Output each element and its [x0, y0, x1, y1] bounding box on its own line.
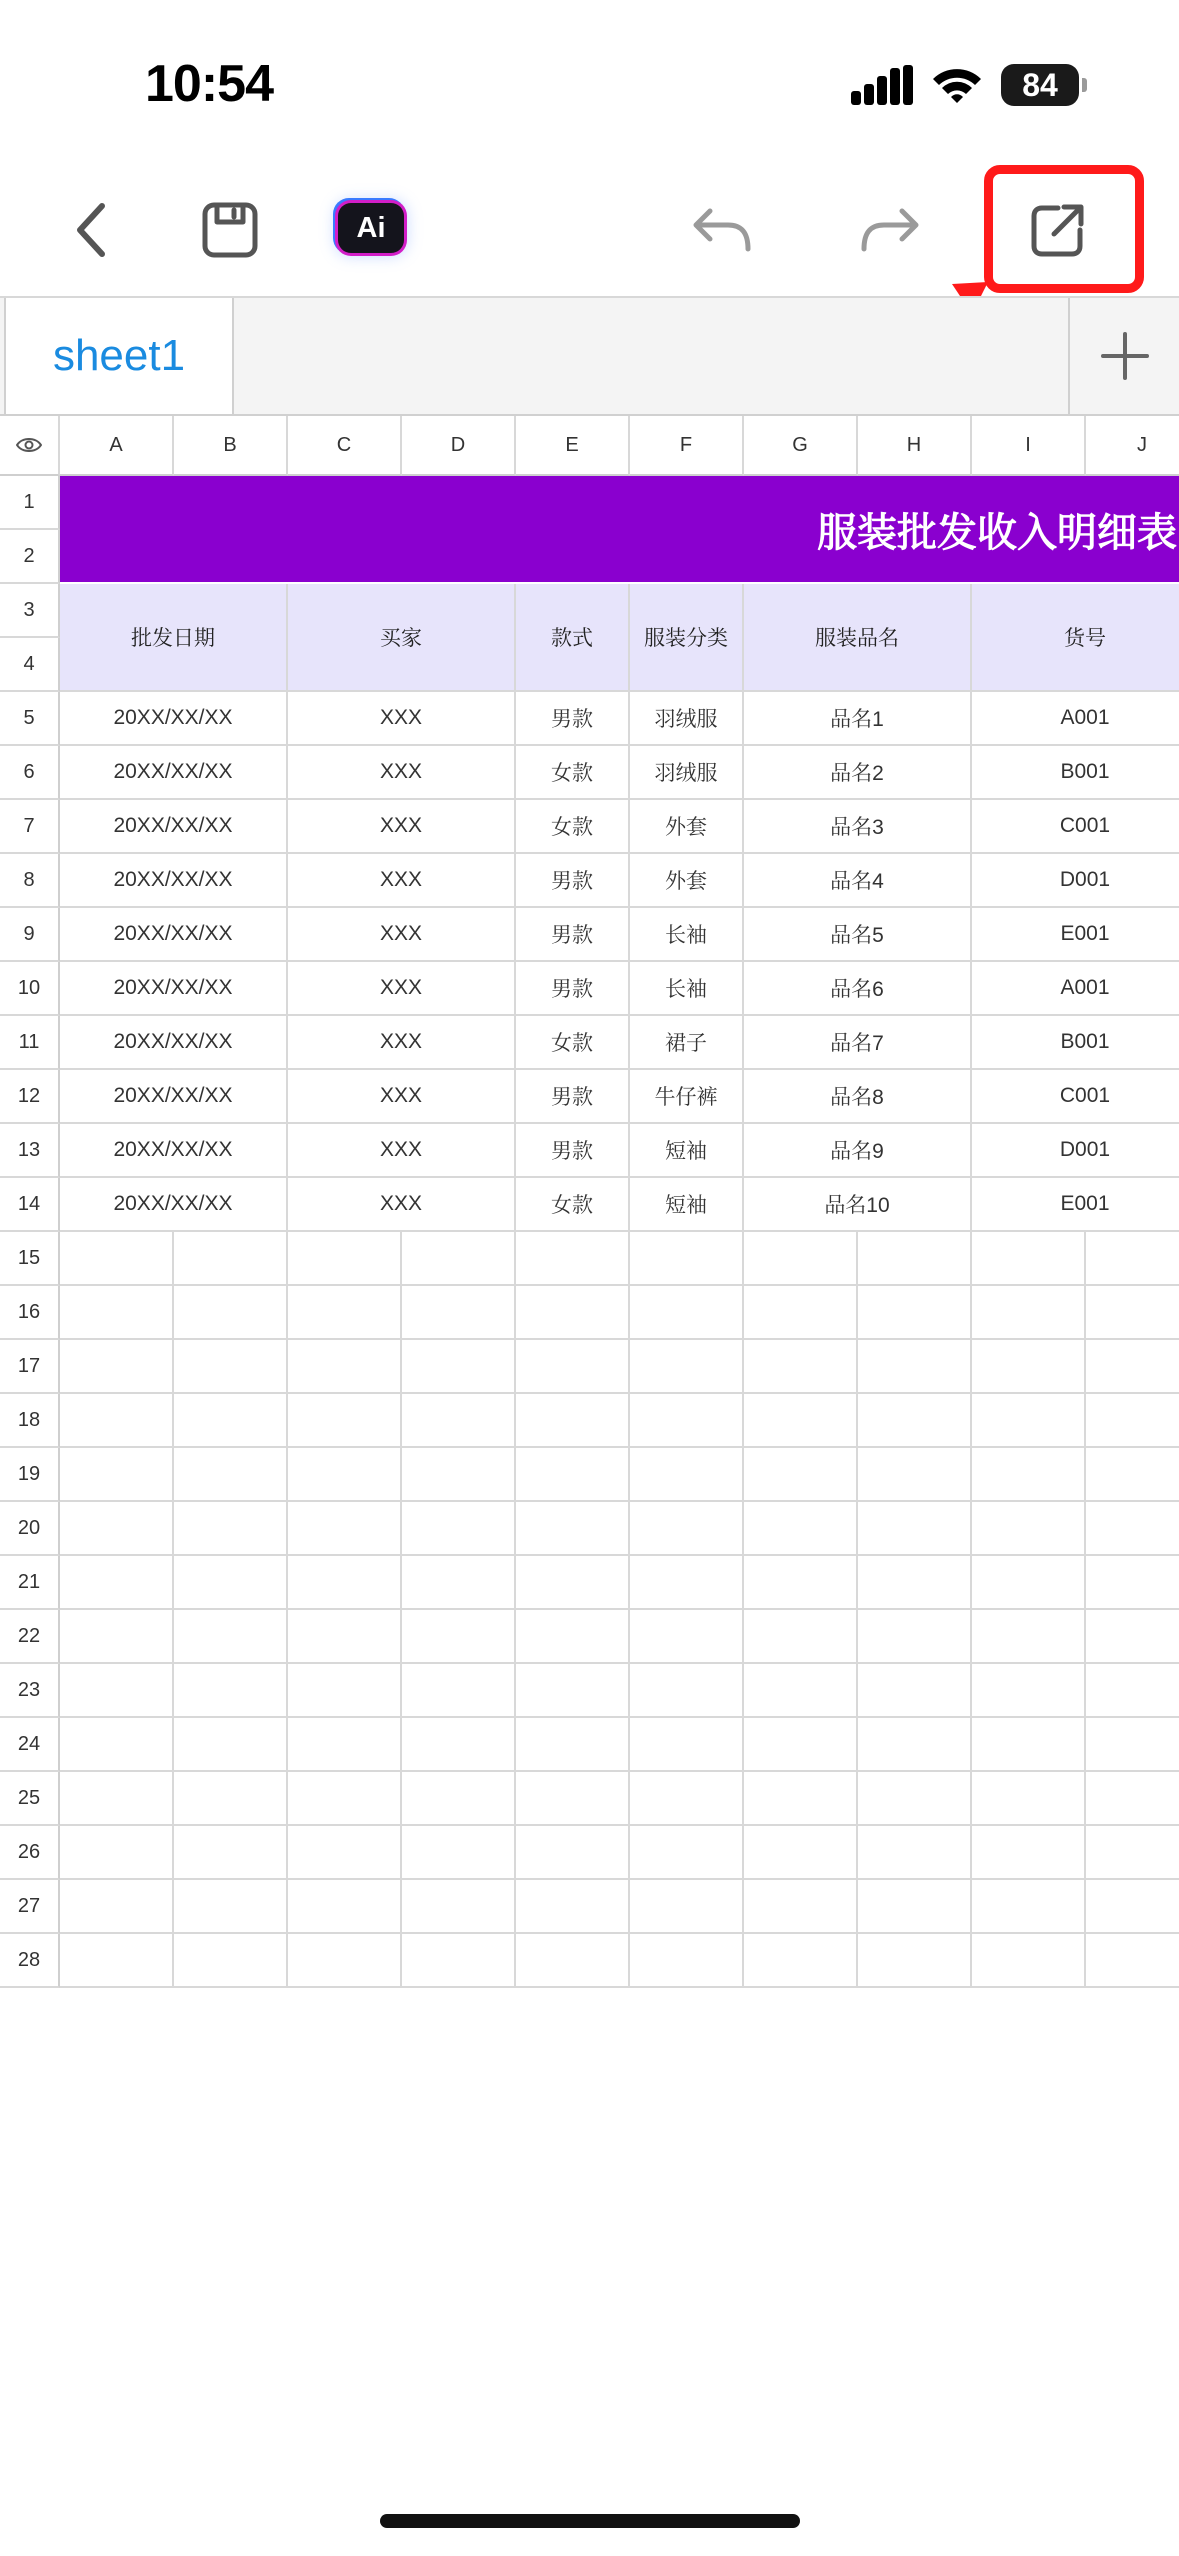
empty-cell[interactable]	[288, 1826, 402, 1880]
data-cell[interactable]: XXX	[288, 800, 516, 854]
empty-cell[interactable]	[972, 1556, 1086, 1610]
row-header-20[interactable]: 20	[0, 1502, 60, 1556]
back-button[interactable]	[52, 190, 132, 270]
row-header-25[interactable]: 25	[0, 1772, 60, 1826]
empty-cell[interactable]	[972, 1232, 1086, 1286]
row-header-18[interactable]: 18	[0, 1394, 60, 1448]
row-header-6[interactable]: 6	[0, 746, 60, 800]
empty-cell[interactable]	[858, 1448, 972, 1502]
empty-cell[interactable]	[1086, 1448, 1179, 1502]
empty-cell[interactable]	[744, 1610, 858, 1664]
row-header-9[interactable]: 9	[0, 908, 60, 962]
empty-cell[interactable]	[174, 1772, 288, 1826]
row-header-24[interactable]: 24	[0, 1718, 60, 1772]
home-indicator	[380, 2514, 800, 2528]
empty-cell[interactable]	[60, 1880, 174, 1934]
empty-cell[interactable]	[516, 1772, 630, 1826]
empty-cell[interactable]	[174, 1394, 288, 1448]
empty-cell[interactable]	[744, 1772, 858, 1826]
empty-cell[interactable]	[60, 1718, 174, 1772]
data-cell[interactable]: E001	[972, 1178, 1179, 1232]
empty-cell[interactable]	[402, 1502, 516, 1556]
empty-cell[interactable]	[858, 1286, 972, 1340]
empty-cell[interactable]	[630, 1232, 744, 1286]
data-cell[interactable]: 20XX/XX/XX	[60, 746, 288, 800]
empty-cell[interactable]	[630, 1394, 744, 1448]
empty-cell[interactable]	[972, 1880, 1086, 1934]
empty-cell[interactable]	[174, 1718, 288, 1772]
redo-icon	[858, 205, 922, 255]
empty-cell[interactable]	[174, 1340, 288, 1394]
data-cell[interactable]: C001	[972, 800, 1179, 854]
data-cell[interactable]: 羽绒服	[630, 692, 744, 746]
data-cell[interactable]: XXX	[288, 692, 516, 746]
empty-cell[interactable]	[402, 1718, 516, 1772]
undo-icon	[690, 205, 754, 255]
data-cell[interactable]: 长袖	[630, 962, 744, 1016]
data-cell[interactable]: 男款	[516, 908, 630, 962]
data-cell[interactable]: A001	[972, 962, 1179, 1016]
data-cell[interactable]: 品名8	[744, 1070, 972, 1124]
save-icon	[200, 200, 260, 260]
empty-cell[interactable]	[402, 1232, 516, 1286]
data-cell[interactable]: 男款	[516, 1070, 630, 1124]
row-header-22[interactable]: 22	[0, 1610, 60, 1664]
empty-cell[interactable]	[60, 1934, 174, 1988]
empty-cell[interactable]	[630, 1934, 744, 1988]
empty-cell[interactable]	[174, 1286, 288, 1340]
data-cell[interactable]: 男款	[516, 962, 630, 1016]
empty-cell[interactable]	[288, 1394, 402, 1448]
row-header-10[interactable]: 10	[0, 962, 60, 1016]
wifi-icon	[931, 65, 983, 105]
cellular-signal-icon	[851, 65, 913, 105]
empty-cell[interactable]	[402, 1610, 516, 1664]
empty-cell[interactable]	[60, 1448, 174, 1502]
empty-cell[interactable]	[516, 1394, 630, 1448]
empty-cell[interactable]	[744, 1934, 858, 1988]
empty-cell[interactable]	[744, 1556, 858, 1610]
empty-cell[interactable]	[516, 1232, 630, 1286]
data-cell[interactable]: B001	[972, 1016, 1179, 1070]
empty-cell[interactable]	[630, 1664, 744, 1718]
row-header-11[interactable]: 11	[0, 1016, 60, 1070]
data-cell[interactable]: 品名5	[744, 908, 972, 962]
data-cell[interactable]: 裙子	[630, 1016, 744, 1070]
empty-cell[interactable]	[174, 1502, 288, 1556]
data-cell[interactable]: 女款	[516, 746, 630, 800]
column-title-cell[interactable]: 批发日期	[60, 584, 288, 692]
empty-cell[interactable]	[288, 1718, 402, 1772]
data-cell[interactable]: C001	[972, 1070, 1179, 1124]
data-cell[interactable]: XXX	[288, 1016, 516, 1070]
row-header-5[interactable]: 5	[0, 692, 60, 746]
column-header-d[interactable]: D	[402, 416, 516, 476]
empty-cell[interactable]	[174, 1448, 288, 1502]
empty-cell[interactable]	[858, 1610, 972, 1664]
spreadsheet-grid[interactable]	[0, 416, 1179, 1992]
empty-cell[interactable]	[858, 1718, 972, 1772]
empty-cell[interactable]	[516, 1340, 630, 1394]
empty-cell[interactable]	[174, 1610, 288, 1664]
save-button[interactable]	[190, 190, 270, 270]
empty-cell[interactable]	[744, 1286, 858, 1340]
empty-cell[interactable]	[60, 1826, 174, 1880]
empty-cell[interactable]	[288, 1340, 402, 1394]
row-header-19[interactable]: 19	[0, 1448, 60, 1502]
data-cell[interactable]: XXX	[288, 1178, 516, 1232]
empty-cell[interactable]	[1086, 1880, 1179, 1934]
empty-cell[interactable]	[516, 1880, 630, 1934]
empty-cell[interactable]	[630, 1286, 744, 1340]
plus-icon	[1100, 331, 1150, 381]
empty-cell[interactable]	[744, 1394, 858, 1448]
data-cell[interactable]: XXX	[288, 1070, 516, 1124]
redo-button[interactable]	[850, 190, 930, 270]
data-cell[interactable]: 外套	[630, 800, 744, 854]
row-header-7[interactable]: 7	[0, 800, 60, 854]
empty-cell[interactable]	[516, 1556, 630, 1610]
sheet-tab-label: sheet1	[52, 331, 186, 380]
empty-cell[interactable]	[288, 1664, 402, 1718]
empty-cell[interactable]	[60, 1394, 174, 1448]
data-cell[interactable]: 牛仔裤	[630, 1070, 744, 1124]
empty-cell[interactable]	[1086, 1826, 1179, 1880]
empty-cell[interactable]	[288, 1772, 402, 1826]
empty-cell[interactable]	[972, 1286, 1086, 1340]
empty-cell[interactable]	[288, 1934, 402, 1988]
empty-cell[interactable]	[60, 1610, 174, 1664]
empty-cell[interactable]	[858, 1232, 972, 1286]
empty-cell[interactable]	[516, 1448, 630, 1502]
row-header-15[interactable]: 15	[0, 1232, 60, 1286]
data-cell[interactable]: 20XX/XX/XX	[60, 1178, 288, 1232]
empty-cell[interactable]	[972, 1664, 1086, 1718]
data-cell[interactable]: 品名3	[744, 800, 972, 854]
row-header-27[interactable]: 27	[0, 1880, 60, 1934]
empty-cell[interactable]	[174, 1934, 288, 1988]
empty-cell[interactable]	[288, 1448, 402, 1502]
empty-cell[interactable]	[972, 1826, 1086, 1880]
empty-cell[interactable]	[1086, 1340, 1179, 1394]
column-title-cell[interactable]: 服装品名	[744, 584, 972, 692]
data-cell[interactable]: 品名1	[744, 692, 972, 746]
column-header-i[interactable]: I	[972, 416, 1086, 476]
data-cell[interactable]: 女款	[516, 1016, 630, 1070]
empty-cell[interactable]	[972, 1772, 1086, 1826]
empty-cell[interactable]	[1086, 1664, 1179, 1718]
empty-cell[interactable]	[288, 1880, 402, 1934]
empty-cell[interactable]	[402, 1286, 516, 1340]
empty-cell[interactable]	[1086, 1232, 1179, 1286]
column-header-b[interactable]: B	[174, 416, 288, 476]
data-cell[interactable]: 长袖	[630, 908, 744, 962]
empty-cell[interactable]	[402, 1772, 516, 1826]
row-header-28[interactable]: 28	[0, 1934, 60, 1988]
empty-cell[interactable]	[858, 1340, 972, 1394]
column-header-e[interactable]: E	[516, 416, 630, 476]
data-cell[interactable]: XXX	[288, 962, 516, 1016]
empty-cell[interactable]	[288, 1232, 402, 1286]
empty-cell[interactable]	[174, 1556, 288, 1610]
data-cell[interactable]: 羽绒服	[630, 746, 744, 800]
empty-cell[interactable]	[288, 1502, 402, 1556]
data-cell[interactable]: 女款	[516, 1178, 630, 1232]
data-cell[interactable]: 短袖	[630, 1178, 744, 1232]
data-cell[interactable]: XXX	[288, 1124, 516, 1178]
ai-label: Ai	[356, 211, 386, 244]
empty-cell[interactable]	[858, 1394, 972, 1448]
column-title-cell[interactable]: 服装分类	[630, 584, 744, 692]
column-header-j[interactable]: J	[1086, 416, 1179, 476]
row-header-21[interactable]: 21	[0, 1556, 60, 1610]
status-icons	[851, 60, 1079, 110]
empty-cell[interactable]	[516, 1934, 630, 1988]
empty-cell[interactable]	[858, 1826, 972, 1880]
empty-cell[interactable]	[630, 1880, 744, 1934]
empty-cell[interactable]	[1086, 1934, 1179, 1988]
empty-cell[interactable]	[402, 1394, 516, 1448]
empty-cell[interactable]	[1086, 1772, 1179, 1826]
column-title-cell[interactable]: 货号	[972, 584, 1179, 692]
empty-cell[interactable]	[60, 1556, 174, 1610]
battery-icon	[1001, 64, 1079, 106]
column-title-cell[interactable]: 款式	[516, 584, 630, 692]
data-cell[interactable]: 品名7	[744, 1016, 972, 1070]
data-cell[interactable]: 男款	[516, 854, 630, 908]
data-cell[interactable]: 20XX/XX/XX	[60, 1124, 288, 1178]
data-cell[interactable]: 品名4	[744, 854, 972, 908]
data-cell[interactable]: B001	[972, 746, 1179, 800]
data-cell[interactable]: 品名9	[744, 1124, 972, 1178]
empty-cell[interactable]	[858, 1502, 972, 1556]
row-header-4[interactable]: 4	[0, 638, 60, 692]
empty-cell[interactable]	[402, 1826, 516, 1880]
data-cell[interactable]: 男款	[516, 692, 630, 746]
row-header-14[interactable]: 14	[0, 1178, 60, 1232]
sheet-title-cell[interactable]: 服装批发收入明细表	[60, 476, 1179, 582]
row-header-1[interactable]: 1	[0, 476, 60, 530]
data-cell[interactable]: D001	[972, 854, 1179, 908]
empty-cell[interactable]	[174, 1664, 288, 1718]
data-cell[interactable]: 20XX/XX/XX	[60, 1016, 288, 1070]
data-cell[interactable]: 女款	[516, 800, 630, 854]
empty-cell[interactable]	[630, 1340, 744, 1394]
empty-cell[interactable]	[60, 1286, 174, 1340]
empty-cell[interactable]	[1086, 1718, 1179, 1772]
empty-cell[interactable]	[288, 1610, 402, 1664]
annotation-highlight-box	[984, 165, 1144, 293]
empty-cell[interactable]	[1086, 1610, 1179, 1664]
row-header-2[interactable]: 2	[0, 530, 60, 584]
empty-cell[interactable]	[174, 1232, 288, 1286]
empty-cell[interactable]	[744, 1448, 858, 1502]
data-cell[interactable]: 品名10	[744, 1178, 972, 1232]
empty-cell[interactable]	[402, 1664, 516, 1718]
empty-cell[interactable]	[972, 1340, 1086, 1394]
empty-cell[interactable]	[630, 1718, 744, 1772]
row-header-8[interactable]: 8	[0, 854, 60, 908]
empty-cell[interactable]	[174, 1826, 288, 1880]
empty-cell[interactable]	[402, 1340, 516, 1394]
empty-cell[interactable]	[516, 1286, 630, 1340]
data-cell[interactable]: 20XX/XX/XX	[60, 1070, 288, 1124]
data-cell[interactable]: 短袖	[630, 1124, 744, 1178]
empty-cell[interactable]	[630, 1556, 744, 1610]
empty-cell[interactable]	[1086, 1394, 1179, 1448]
empty-cell[interactable]	[744, 1718, 858, 1772]
row-header-17[interactable]: 17	[0, 1340, 60, 1394]
row-header-23[interactable]: 23	[0, 1664, 60, 1718]
column-title-cell[interactable]: 买家	[288, 584, 516, 692]
column-header-a[interactable]: A	[60, 416, 174, 476]
column-header-f[interactable]: F	[630, 416, 744, 476]
data-cell[interactable]: 20XX/XX/XX	[60, 800, 288, 854]
empty-cell[interactable]	[174, 1880, 288, 1934]
data-cell[interactable]: E001	[972, 908, 1179, 962]
data-cell[interactable]: XXX	[288, 746, 516, 800]
data-cell[interactable]: 品名6	[744, 962, 972, 1016]
data-cell[interactable]: D001	[972, 1124, 1179, 1178]
data-cell[interactable]: XXX	[288, 908, 516, 962]
data-cell[interactable]: XXX	[288, 854, 516, 908]
empty-cell[interactable]	[972, 1610, 1086, 1664]
empty-cell[interactable]	[858, 1934, 972, 1988]
empty-cell[interactable]	[744, 1880, 858, 1934]
column-header-g[interactable]: G	[744, 416, 858, 476]
empty-cell[interactable]	[858, 1772, 972, 1826]
undo-button[interactable]	[682, 190, 762, 270]
data-cell[interactable]: 20XX/XX/XX	[60, 908, 288, 962]
ai-assistant-button[interactable]	[338, 203, 404, 253]
empty-cell[interactable]	[402, 1448, 516, 1502]
empty-cell[interactable]	[516, 1610, 630, 1664]
empty-cell[interactable]	[288, 1286, 402, 1340]
empty-cell[interactable]	[858, 1556, 972, 1610]
empty-cell[interactable]	[60, 1502, 174, 1556]
empty-cell[interactable]	[60, 1772, 174, 1826]
empty-cell[interactable]	[630, 1826, 744, 1880]
empty-cell[interactable]	[744, 1502, 858, 1556]
data-cell[interactable]: 20XX/XX/XX	[60, 962, 288, 1016]
sheet-tab-bar	[0, 296, 1179, 416]
empty-cell[interactable]	[60, 1340, 174, 1394]
data-cell[interactable]: 外套	[630, 854, 744, 908]
empty-cell[interactable]	[630, 1502, 744, 1556]
row-header-13[interactable]: 13	[0, 1124, 60, 1178]
empty-cell[interactable]	[972, 1502, 1086, 1556]
empty-cell[interactable]	[402, 1880, 516, 1934]
empty-cell[interactable]	[288, 1556, 402, 1610]
empty-cell[interactable]	[744, 1340, 858, 1394]
empty-cell[interactable]	[60, 1232, 174, 1286]
add-sheet-button[interactable]	[1068, 298, 1179, 414]
empty-cell[interactable]	[630, 1772, 744, 1826]
row-header-16[interactable]: 16	[0, 1286, 60, 1340]
row-header-26[interactable]: 26	[0, 1826, 60, 1880]
empty-cell[interactable]	[858, 1664, 972, 1718]
back-icon	[72, 200, 112, 260]
empty-cell[interactable]	[402, 1934, 516, 1988]
empty-cell[interactable]	[744, 1826, 858, 1880]
empty-cell[interactable]	[60, 1664, 174, 1718]
empty-cell[interactable]	[972, 1718, 1086, 1772]
empty-cell[interactable]	[744, 1664, 858, 1718]
column-header-h[interactable]: H	[858, 416, 972, 476]
select-all-corner[interactable]	[0, 416, 60, 476]
empty-cell[interactable]	[402, 1556, 516, 1610]
empty-cell[interactable]	[630, 1610, 744, 1664]
status-time: 10:54	[145, 55, 273, 113]
empty-cell[interactable]	[516, 1718, 630, 1772]
data-cell[interactable]: 20XX/XX/XX	[60, 692, 288, 746]
empty-cell[interactable]	[516, 1664, 630, 1718]
empty-cell[interactable]	[516, 1502, 630, 1556]
empty-cell[interactable]	[972, 1934, 1086, 1988]
data-cell[interactable]: 男款	[516, 1124, 630, 1178]
empty-cell[interactable]	[1086, 1556, 1179, 1610]
empty-cell[interactable]	[1086, 1286, 1179, 1340]
data-cell[interactable]: A001	[972, 692, 1179, 746]
eye-icon	[16, 436, 42, 454]
row-header-12[interactable]: 12	[0, 1070, 60, 1124]
empty-cell[interactable]	[744, 1232, 858, 1286]
sheet-tab[interactable]	[4, 298, 234, 414]
row-header-3[interactable]: 3	[0, 584, 60, 638]
empty-cell[interactable]	[516, 1826, 630, 1880]
battery-level: 84	[1022, 66, 1058, 103]
column-header-c[interactable]: C	[288, 416, 402, 476]
empty-cell[interactable]	[972, 1448, 1086, 1502]
empty-cell[interactable]	[630, 1448, 744, 1502]
data-cell[interactable]: 20XX/XX/XX	[60, 854, 288, 908]
empty-cell[interactable]	[1086, 1502, 1179, 1556]
data-cell[interactable]: 品名2	[744, 746, 972, 800]
empty-cell[interactable]	[858, 1880, 972, 1934]
empty-cell[interactable]	[972, 1394, 1086, 1448]
